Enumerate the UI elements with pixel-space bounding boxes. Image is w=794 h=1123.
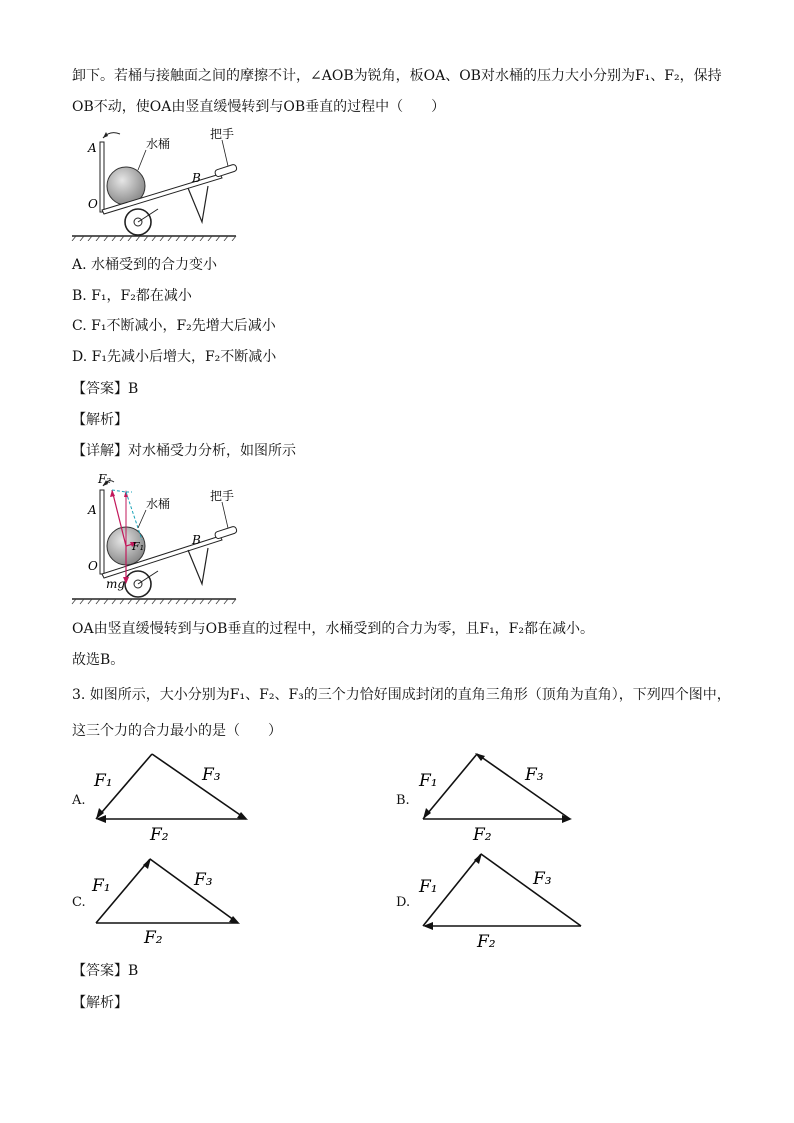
triangle-b (415, 752, 585, 842)
q2-option-d: D. F₁先减小后增大，F₂不断减小 (72, 349, 277, 365)
q3-answer: 【答案】B (72, 963, 139, 979)
label-B2: B (192, 533, 201, 547)
q2-stem-line2: OB不动，使OA由竖直缓慢转到与OB垂直的过程中（ ） (72, 99, 446, 115)
a-F3: F₃ (202, 765, 221, 785)
triangle-a (88, 752, 258, 842)
d-F1: F₁ (419, 877, 438, 897)
label-handle: 把手 (210, 127, 235, 141)
q2-option-a: A. 水桶受到的合力变小 (72, 257, 218, 273)
b-F1: F₁ (419, 771, 438, 791)
q3-stem-line2: 这三个力的合力最小的是（ ） (72, 723, 282, 739)
triangle-c (88, 853, 258, 948)
q3-option-d-label: D. (396, 895, 411, 910)
b-F2: F₂ (473, 825, 492, 842)
force-analysis-figure (70, 470, 240, 605)
d-F2: F₂ (477, 932, 496, 952)
q2-choose: 故选B。 (72, 652, 125, 668)
label-O: O (88, 197, 98, 211)
q3-analysis-head: 【解析】 (72, 995, 128, 1011)
d-F3: F₃ (533, 869, 552, 889)
label-bucket: 水桶 (146, 137, 171, 151)
a-F1: F₁ (94, 771, 113, 791)
q2-conclusion: OA由竖直缓慢转到与OB垂直的过程中，水桶受到的合力为零，且F₁，F₂都在减小。 (72, 621, 595, 637)
c-F3: F₃ (194, 870, 213, 890)
label-mg: mg (106, 577, 126, 591)
c-F1: F₁ (92, 876, 111, 896)
q3-option-b-label: B. (396, 793, 410, 808)
q2-stem-line1: 卸下。若桶与接触面之间的摩擦不计，∠AOB为锐角，板OA、OB对水桶的压力大小分别为F₁、F₂，保持 (72, 68, 722, 84)
q2-analysis-head: 【解析】 (72, 412, 128, 428)
q2-option-b: B. F₁，F₂都在减小 (72, 288, 192, 304)
wheelbarrow-figure (70, 126, 240, 241)
b-F3: F₃ (525, 765, 544, 785)
label-A: A (88, 141, 97, 155)
label-F1: F₁ (132, 540, 145, 553)
c-F2: F₂ (144, 928, 163, 948)
label-handle2: 把手 (210, 489, 235, 503)
q2-answer: 【答案】B (72, 381, 139, 397)
a-F2: F₂ (150, 825, 169, 842)
label-F2: F₂ (98, 472, 112, 486)
label-bucket2: 水桶 (146, 497, 171, 511)
q3-option-a-label: A. (72, 793, 86, 808)
q3-stem-line1: 3. 如图所示，大小分别为F₁、F₂、F₃的三个力恰好围成封闭的直角三角形（顶角为直角），下列四个图中， (72, 687, 731, 703)
q3-option-c-label: C. (72, 895, 86, 910)
label-A2: A (88, 503, 97, 517)
label-O2: O (88, 559, 98, 573)
q2-detail: 【详解】对水桶受力分析，如图所示 (72, 443, 296, 459)
label-B: B (192, 171, 201, 185)
q2-option-c: C. F₁不断减小，F₂先增大后减小 (72, 318, 276, 334)
triangle-d (415, 850, 595, 955)
